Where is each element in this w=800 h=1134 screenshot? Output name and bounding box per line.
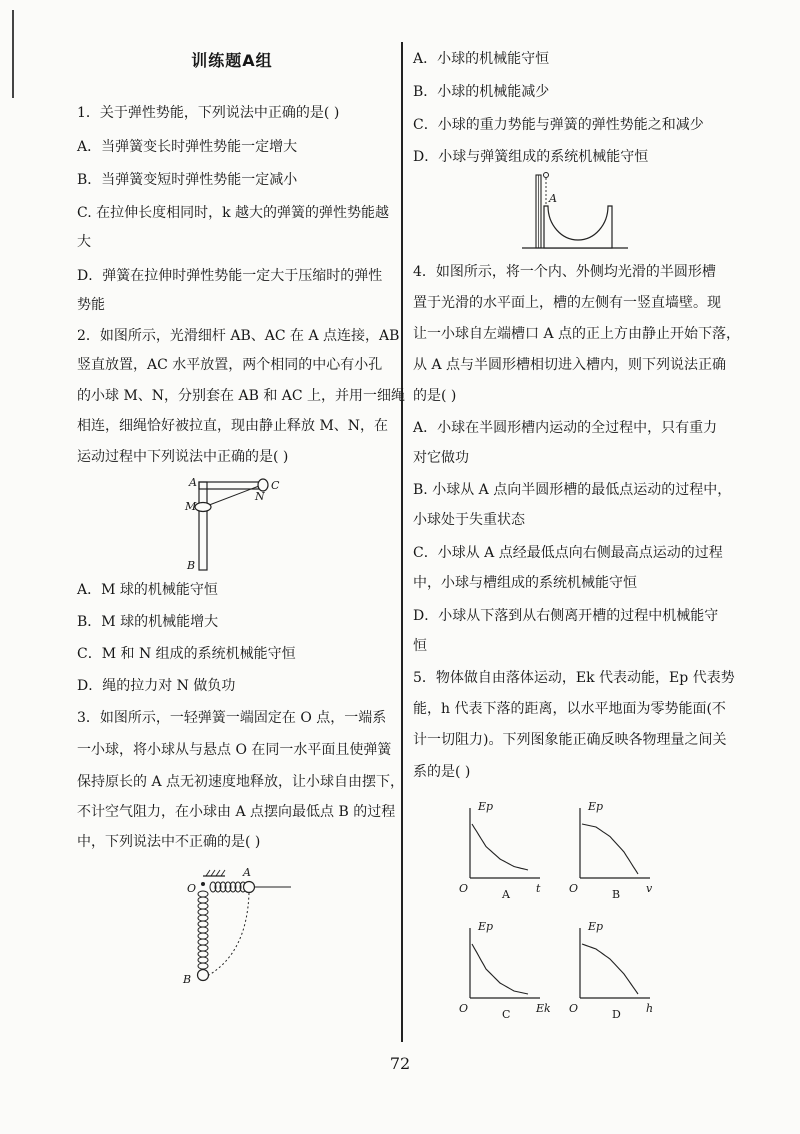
swing-path (209, 893, 249, 975)
q5-stem-3: 计一切阻力)。下列图象能正确反映各物理量之间关 (413, 732, 727, 748)
q1-option-c: C. 在拉伸长度相同时，k 越大的弹簧的弹性势能越 (77, 205, 390, 221)
y-axis-label: Ep (478, 800, 494, 813)
ball-at-a (244, 882, 255, 893)
q3-stem-4: 不计空气阻力，在小球由 A 点摆向最低点 B 的过程 (77, 804, 396, 820)
q4-stem-1: 4．如图所示，将一个内、外侧均光滑的半圆形槽 (413, 264, 716, 280)
label-a: A (189, 476, 197, 489)
q2-stem-4: 相连，细绳恰好被拉直，现由静止释放 M、N，在 (77, 418, 389, 434)
q2-rod-diagram (175, 472, 285, 572)
graph-b (569, 800, 653, 901)
q1-option-c-cont: 大 (77, 234, 91, 250)
q1-stem: 1．关于弹性势能，下列说法中正确的是( ) (77, 105, 340, 121)
q2-option-d: D．绳的拉力对 N 做负功 (77, 678, 236, 694)
data-curve (582, 944, 638, 994)
q1-option-a: A．当弹簧变长时弹性势能一定增大 (77, 139, 298, 155)
q4-stem-4: 从 A 点与半圆形槽相切进入槽内，则下列说法正确 (413, 357, 727, 373)
graph-title: A (502, 888, 510, 901)
horizontal-spring (210, 882, 246, 892)
label-b: B (187, 559, 196, 572)
page-title: 训练题A组 (191, 51, 273, 70)
ball-m (195, 503, 211, 512)
origin-label: O (569, 1002, 579, 1015)
label-c: C (271, 479, 280, 492)
label-a: A (549, 192, 557, 205)
data-curve (582, 824, 638, 874)
q3-option-d: D．小球与弹簧组成的系统机械能守恒 (413, 149, 649, 165)
graph-a (459, 800, 541, 901)
label-m: M (185, 500, 197, 513)
q4-stem-2: 置于光滑的水平面上，槽的左侧有一竖直墙壁。现 (413, 295, 721, 311)
q3-spring-diagram (181, 862, 291, 992)
q4-stem-5: 的是( ) (413, 388, 457, 404)
q3-stem-2: 一小球，将小球从与悬点 O 在同一水平面且使弹簧 (77, 742, 392, 758)
q5-stem-1: 5．物体做自由落体运动，Ek 代表动能，Ep 代表势 (413, 670, 735, 686)
y-axis-label: Ep (588, 800, 604, 813)
q3-option-c: C．小球的重力势能与弹簧的弹性势能之和减少 (413, 117, 704, 133)
q4-option-c-cont: 中，小球与槽组成的系统机械能守恒 (413, 575, 637, 591)
q5-graphs (455, 798, 715, 1028)
q2-option-c: C．M 和 N 组成的系统机械能守恒 (77, 646, 296, 662)
x-axis-label: h (646, 1002, 654, 1015)
q1-option-d: D．弹簧在拉伸时弹性势能一定大于压缩时的弹性 (77, 268, 383, 284)
data-curve (472, 824, 528, 870)
q2-stem-1: 2．如图所示，光滑细杆 AB、AC 在 A 点连接，AB (77, 328, 400, 344)
label-a: A (243, 866, 251, 879)
q4-option-a: A．小球在半圆形槽内运动的全过程中，只有重力 (413, 420, 718, 436)
q3-option-a: A．小球的机械能守恒 (413, 51, 550, 67)
graph-c (459, 920, 551, 1021)
x-axis-label: Ek (536, 1002, 551, 1015)
y-axis-label: Ep (478, 920, 494, 933)
q3-option-b: B．小球的机械能减少 (413, 84, 550, 100)
column-divider (401, 42, 403, 1042)
q4-option-b-cont: 小球处于失重状态 (413, 512, 525, 528)
vertical-spring (198, 891, 208, 969)
q3-stem-1: 3．如图所示，一轻弹簧一端固定在 O 点，一端系 (77, 710, 387, 726)
data-curve (472, 944, 528, 994)
page-edge-mark (12, 10, 14, 98)
q3-stem-3: 保持原长的 A 点无初速度地释放，让小球自由摆下， (77, 774, 405, 790)
ball (544, 173, 549, 178)
ball-at-b (198, 970, 209, 981)
graph-title: B (612, 888, 621, 901)
q4-option-d: D．小球从下落到从右侧离开槽的过程中机械能守 (413, 608, 719, 624)
rod-ac (199, 482, 259, 489)
graph-title: C (502, 1008, 511, 1021)
page-number: 72 (389, 1054, 411, 1073)
rod-ab (199, 482, 207, 570)
pivot-o (201, 882, 205, 886)
q2-option-b: B．M 球的机械能增大 (77, 614, 219, 630)
q2-stem-2: 竖直放置，AC 水平放置，两个相同的中心有小孔 (77, 357, 383, 373)
q2-option-a: A．M 球的机械能守恒 (77, 582, 218, 598)
label-n: N (255, 490, 265, 503)
q4-groove-diagram (516, 168, 636, 254)
q4-option-b: B. 小球从 A 点向半圆形槽的最低点运动的过程中， (413, 482, 732, 498)
q1-option-d-cont: 势能 (77, 297, 105, 313)
x-axis-label: t (536, 882, 541, 895)
q5-stem-4: 系的是( ) (413, 764, 471, 780)
q3-stem-5: 中，下列说法中不正确的是( ) (77, 834, 261, 850)
origin-label: O (459, 882, 469, 895)
origin-label: O (459, 1002, 469, 1015)
q4-option-c: C．小球从 A 点经最低点向右侧最高点运动的过程 (413, 545, 723, 561)
q2-stem-3: 的小球 M、N，分别套在 AB 和 AC 上，并用一细绳 (77, 388, 406, 404)
q4-stem-3: 让一小球自左端槽口 A 点的正上方由静止开始下落， (413, 326, 741, 342)
q5-stem-2: 能，h 代表下落的距离，以水平地面为零势能面(不 (413, 701, 726, 717)
x-axis-label: v (646, 882, 653, 895)
graph-d (569, 920, 653, 1021)
label-b: B (183, 973, 192, 986)
origin-label: O (569, 882, 579, 895)
label-o: O (187, 882, 197, 895)
q1-option-b: B．当弹簧变短时弹性势能一定减小 (77, 172, 298, 188)
ceiling-hatch (206, 870, 225, 876)
semicircle-groove (544, 206, 612, 248)
q4-option-a-cont: 对它做功 (413, 450, 469, 466)
y-axis-label: Ep (588, 920, 604, 933)
q4-option-d-cont: 恒 (413, 638, 427, 654)
q2-stem-5: 运动过程中下列说法中正确的是( ) (77, 449, 289, 465)
graph-title: D (612, 1008, 621, 1021)
